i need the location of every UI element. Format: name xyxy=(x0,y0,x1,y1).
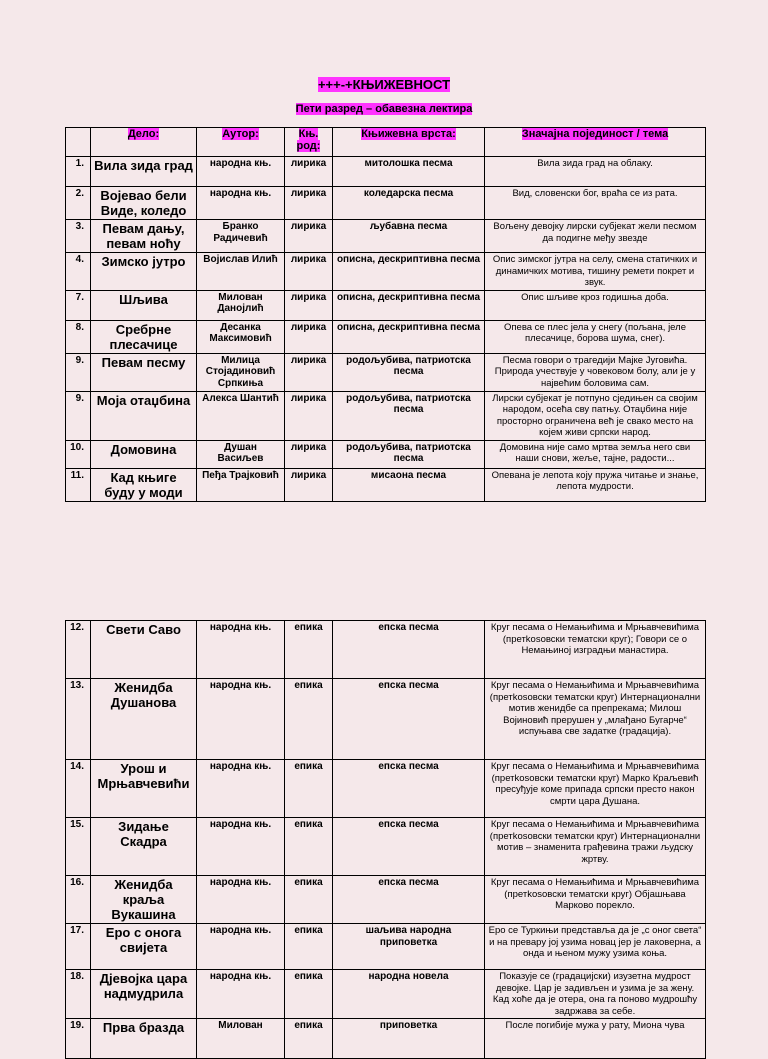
table-row xyxy=(66,970,706,1019)
reading-table-lyric xyxy=(65,127,706,502)
cell-gender: лирика xyxy=(285,468,333,501)
cell-gender: епика xyxy=(285,1019,333,1059)
cell-note: После погибије мужа у рату, Миона чува xyxy=(485,1019,706,1059)
cell-work: Еро с онога свијета xyxy=(91,924,197,970)
table-row xyxy=(66,818,706,876)
cell-work: Шљива xyxy=(91,290,197,320)
cell-note: Круг песама о Немањићима и Мрњавчевићима (претkosовски тематски круг) Интернационални мотив женидбе са препрекама; Милош Војиновић прерушен у „млађано Бугарче“ испуњава све задатке (градација). xyxy=(485,679,706,760)
table-row xyxy=(66,468,706,501)
cell-num: 12. xyxy=(66,621,91,679)
cell-note: Опевана је лепота коју пружа читање и знање, лепота мудрости. xyxy=(485,468,706,501)
cell-num: 8. xyxy=(66,320,91,353)
cell-kind: шаљива народна приповетка xyxy=(333,924,485,970)
table-row xyxy=(66,1019,706,1059)
cell-gender: епика xyxy=(285,924,333,970)
cell-num: 9. xyxy=(66,353,91,391)
reading-table-epic xyxy=(65,620,706,1059)
cell-note: Опис шљиве кроз годишња доба. xyxy=(485,290,706,320)
cell-gender: лирика xyxy=(285,391,333,440)
table-body-epic xyxy=(66,621,706,1059)
cell-gender: епика xyxy=(285,876,333,924)
cell-note: Круг песама о Немањићима и Мрњавчевићима (претkosовски тематски круг) Марко Краљевић пресуђује коме припада српски престо након смрти цара Душана. xyxy=(485,760,706,818)
cell-author: Милован xyxy=(197,1019,285,1059)
cell-gender: лирика xyxy=(285,440,333,468)
table-row xyxy=(66,253,706,291)
cell-num: 7. xyxy=(66,290,91,320)
cell-note: Вољену девојку лирски субјекат жели песмом да подигне међу звезде xyxy=(485,220,706,253)
cell-work: Зидање Скадра xyxy=(91,818,197,876)
header-kind: Књижевна врста: xyxy=(333,128,485,157)
cell-kind: епска песма xyxy=(333,621,485,679)
cell-num: 11. xyxy=(66,468,91,501)
cell-gender: епика xyxy=(285,818,333,876)
cell-work: Кад књиге буду у моди xyxy=(91,468,197,501)
table-row xyxy=(66,220,706,253)
cell-author: Пеђа Трајковић xyxy=(197,468,285,501)
header-work: Дело: xyxy=(91,128,197,157)
table-row xyxy=(66,679,706,760)
cell-author: Милица Стојадиновић Српкиња xyxy=(197,353,285,391)
cell-kind: епска песма xyxy=(333,760,485,818)
cell-gender: епика xyxy=(285,970,333,1019)
cell-kind: приповетка xyxy=(333,1019,485,1059)
cell-gender: епика xyxy=(285,760,333,818)
cell-gender: епика xyxy=(285,621,333,679)
cell-num: 9. xyxy=(66,391,91,440)
table-row xyxy=(66,876,706,924)
cell-work: Домовина xyxy=(91,440,197,468)
cell-note: Вид, словенски бог, враћа се из рата. xyxy=(485,187,706,220)
cell-num: 13. xyxy=(66,679,91,760)
cell-note: Опева се плес јела у снегу (пољана, јеле плесачице, борова шума, снег). xyxy=(485,320,706,353)
cell-author: народна књ. xyxy=(197,760,285,818)
cell-work: Певам дању, певам ноћу xyxy=(91,220,197,253)
cell-kind: митолошка песма xyxy=(333,157,485,187)
cell-kind: описна, дескриптивна песма xyxy=(333,320,485,353)
page-subtitle xyxy=(0,103,768,115)
cell-work: Свети Саво xyxy=(91,621,197,679)
cell-work: Војевао бели Виде, коледо xyxy=(91,187,197,220)
cell-kind: епска песма xyxy=(333,818,485,876)
cell-kind: народна новела xyxy=(333,970,485,1019)
cell-num: 19. xyxy=(66,1019,91,1059)
cell-author: народна књ. xyxy=(197,621,285,679)
cell-num: 1. xyxy=(66,157,91,187)
cell-kind: родољубива, патриотска песма xyxy=(333,391,485,440)
cell-work: Прва бразда xyxy=(91,1019,197,1059)
table-row xyxy=(66,924,706,970)
table-row xyxy=(66,353,706,391)
cell-author: Милован Данојлић xyxy=(197,290,285,320)
cell-kind: коледарска песма xyxy=(333,187,485,220)
cell-num: 4. xyxy=(66,253,91,291)
cell-work: Женидба краља Вукашина xyxy=(91,876,197,924)
cell-gender: епика xyxy=(285,679,333,760)
cell-note: Круг песама о Немањићима и Мрњавчевићима (претkosовски тематски круг) Објашњава Марково порекло. xyxy=(485,876,706,924)
cell-kind: родољубива, патриотска песма xyxy=(333,440,485,468)
cell-gender: лирика xyxy=(285,253,333,291)
cell-note: Песма говори о трагедији Мајке Југовића. Природа учествује у човековом болу, али је у највећим боловима сам. xyxy=(485,353,706,391)
cell-author: народна књ. xyxy=(197,157,285,187)
cell-num: 15. xyxy=(66,818,91,876)
cell-gender: лирика xyxy=(285,353,333,391)
cell-num: 10. xyxy=(66,440,91,468)
cell-gender: лирика xyxy=(285,220,333,253)
cell-work: Моја отаџбина xyxy=(91,391,197,440)
cell-author: Алекса Шантић xyxy=(197,391,285,440)
cell-work: Дјевојка цара надмудрила xyxy=(91,970,197,1019)
cell-author: народна књ. xyxy=(197,187,285,220)
cell-note: Еро се Туркињи представља да је „с оног света“ и на превару јој узима новац јер је лаковерна, а онда и њеном мужу узима коња. xyxy=(485,924,706,970)
table-header-row xyxy=(66,128,706,157)
cell-work: Вила зида град xyxy=(91,157,197,187)
cell-kind: мисаона песма xyxy=(333,468,485,501)
cell-note: Опис зимског јутра на селу, смена статичких и динамичких мотива, тишину ремети покрет и звук. xyxy=(485,253,706,291)
cell-note: Лирски субјекат је потпуно сједињен са својим народом, осећа сву патњу. Отаџбина није просторно ограничена већ је свако место на којем живи српски народ. xyxy=(485,391,706,440)
cell-note: Показује се (градацијски) изузетна мудрост девојке. Цар је задивљен и узима је за жену. Кад хоће да је отера, она га поново мудрошћу задржава за себе. xyxy=(485,970,706,1019)
cell-work: Певам песму xyxy=(91,353,197,391)
table-row xyxy=(66,621,706,679)
table-row xyxy=(66,320,706,353)
table-row xyxy=(66,391,706,440)
cell-kind: епска песма xyxy=(333,679,485,760)
cell-work: Женидба Душанова xyxy=(91,679,197,760)
cell-num: 18. xyxy=(66,970,91,1019)
cell-num: 2. xyxy=(66,187,91,220)
cell-author: народна књ. xyxy=(197,876,285,924)
cell-num: 16. xyxy=(66,876,91,924)
cell-gender: лирика xyxy=(285,187,333,220)
header-author: Аутор: xyxy=(197,128,285,157)
cell-author: Десанка Максимовић xyxy=(197,320,285,353)
table-body-lyric xyxy=(66,157,706,502)
header-gender: Књ. род: xyxy=(285,128,333,157)
cell-author: Бранко Радичевић xyxy=(197,220,285,253)
cell-author: Душан Васиљев xyxy=(197,440,285,468)
cell-kind: епска песма xyxy=(333,876,485,924)
cell-work: Зимско јутро xyxy=(91,253,197,291)
cell-gender: лирика xyxy=(285,320,333,353)
cell-author: народна књ. xyxy=(197,970,285,1019)
header-note: Значајна појединост / тема xyxy=(485,128,706,157)
cell-num: 14. xyxy=(66,760,91,818)
cell-gender: лирика xyxy=(285,157,333,187)
cell-num: 17. xyxy=(66,924,91,970)
table-row xyxy=(66,157,706,187)
header-num xyxy=(66,128,91,157)
cell-work: Урош и Мрњавчевићи xyxy=(91,760,197,818)
table-row xyxy=(66,760,706,818)
page-title-text: +++-+КЊИЖЕВНОСТ xyxy=(317,77,451,92)
cell-work: Сребрне плесачице xyxy=(91,320,197,353)
cell-note: Домовина није само мртва земља него сви наши снови, жеље, тајне, радости... xyxy=(485,440,706,468)
cell-author: народна књ. xyxy=(197,679,285,760)
table-row xyxy=(66,187,706,220)
cell-kind: љубавна песма xyxy=(333,220,485,253)
page-subtitle-text: Пети разред – обавезна лектира xyxy=(295,103,473,115)
cell-num: 3. xyxy=(66,220,91,253)
cell-note: Вила зида град на облаку. xyxy=(485,157,706,187)
cell-kind: описна, дескриптивна песма xyxy=(333,253,485,291)
cell-kind: родољубива, патриотска песма xyxy=(333,353,485,391)
table-row xyxy=(66,440,706,468)
table-row xyxy=(66,290,706,320)
cell-note: Круг песама о Немањићима и Мрњавчевићима (претkosовски тематски круг); Говори се о Немањиној изградњи манастира. xyxy=(485,621,706,679)
cell-author: народна књ. xyxy=(197,818,285,876)
cell-note: Круг песама о Немањићима и Мрњавчевићима (претkosовски тематски круг) Интернационални мотив – знаменита грађевина тражи људску жртву. xyxy=(485,818,706,876)
page-title xyxy=(0,77,768,92)
cell-author: Војислав Илић xyxy=(197,253,285,291)
cell-author: народна књ. xyxy=(197,924,285,970)
cell-gender: лирика xyxy=(285,290,333,320)
cell-kind: описна, дескриптивна песма xyxy=(333,290,485,320)
